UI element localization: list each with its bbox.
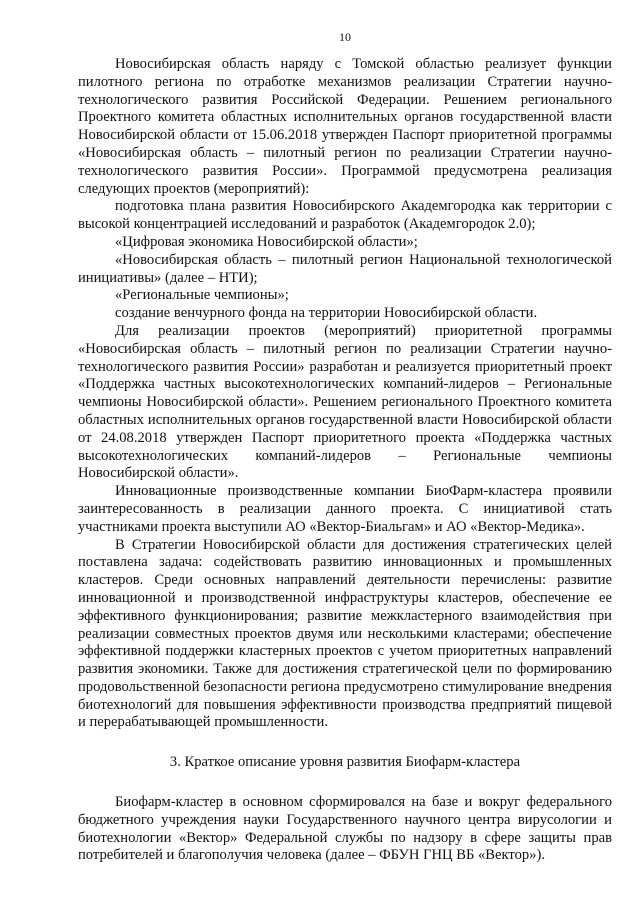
paragraph-pilot-region: Новосибирская область наряду с Томской областью реализует функции пилотного региона по отработке механизмов реализации Стратегии научно-технологического развития Российской Федерации. Решением регионального Проектного комитета областных исполнительных органов государственной власти Новосибирской области от 15.06.2018 утвержден Паспорт приоритетной программы «Новосибирская область – пилотный регион по реализации Стратегии научно-технологического развития России». Программой предусмотрена реализация следующих проектов (мероприятий): [78,56,612,197]
list-item-nti: «Новосибирская область – пилотный регион Национальной технологической инициативы» (далее – НТИ); [78,251,612,286]
page-number: 10 [339,30,351,44]
paragraph-biopharm-companies: Инновационные производственные компании БиоФарм-кластера проявили заинтересованность в реализации данного проекта. С инициативой стать участниками проекта выступили АО «Вектор-Биальгам» и АО «Вектор-Медика». [78,483,612,535]
paragraph-cluster-origin: Биофарм-кластер в основном сформировался на базе и вокруг федерального бюджетного учреждения науки Государственного научного центра вирусологии и биотехнологии «Вектор» Федеральной службы по надзору в сфере защиты прав потребителей и благополучия человека (далее – ФБУН ГНЦ ВБ «Вектор»). [78,794,612,864]
paragraph-strategy: В Стратегии Новосибирской области для достижения стратегических целей поставлена задача: содействовать развитию инновационных и промышленных кластеров. Среди основных направлений деятельности перечислены: развитие инновационной и производственной инфраструктуры кластеров, обеспечение ее эффективного функционирования; развитие межкластерного взаимодействия при реализации совместных проектов двумя или несколькими кластерами; обеспечение эффективной поддержки кластерных проектов с учетом приоритетных направлений развития экономики. Также для достижения стратегической цели по формированию продовольственной безопасности региона предусмотрено стимулирование внедрения биотехнологий для повышения эффективности производства предприятий пищевой и перерабатывающей промышленности. [78,536,612,731]
list-item-digital-economy: «Цифровая экономика Новосибирской области»; [115,233,418,250]
section-heading: 3. Краткое описание уровня развития Биофарм-кластера [169,754,521,771]
document-page [78,30,612,865]
list-item-akademgorodok: подготовка плана развития Новосибирского Академгородка как территории с высокой концентрацией исследований и разработок (Академгородок 2.0); [78,198,612,233]
list-item-venture-fund: создание венчурного фонда на территории Новосибирской области. [115,305,538,322]
paragraph-priority-project: Для реализации проектов (мероприятий) приоритетной программы «Новосибирская область – пилотный регион по реализации Стратегии научно-технологического развития России» разработан и реализуется приоритетный проект «Поддержка частных высокотехнологических компаний-лидеров – Региональные чемпионы Новосибирской области». Решением регионального Проектного комитета областных исполнительных органов государственной власти Новосибирской области от 24.08.2018 утвержден Паспорт приоритетного проекта «Поддержка частных высокотехнологических компаний-лидеров – Региональные чемпионы Новосибирской области». [78,322,612,482]
list-item-regional-champions: «Региональные чемпионы»; [115,287,289,304]
